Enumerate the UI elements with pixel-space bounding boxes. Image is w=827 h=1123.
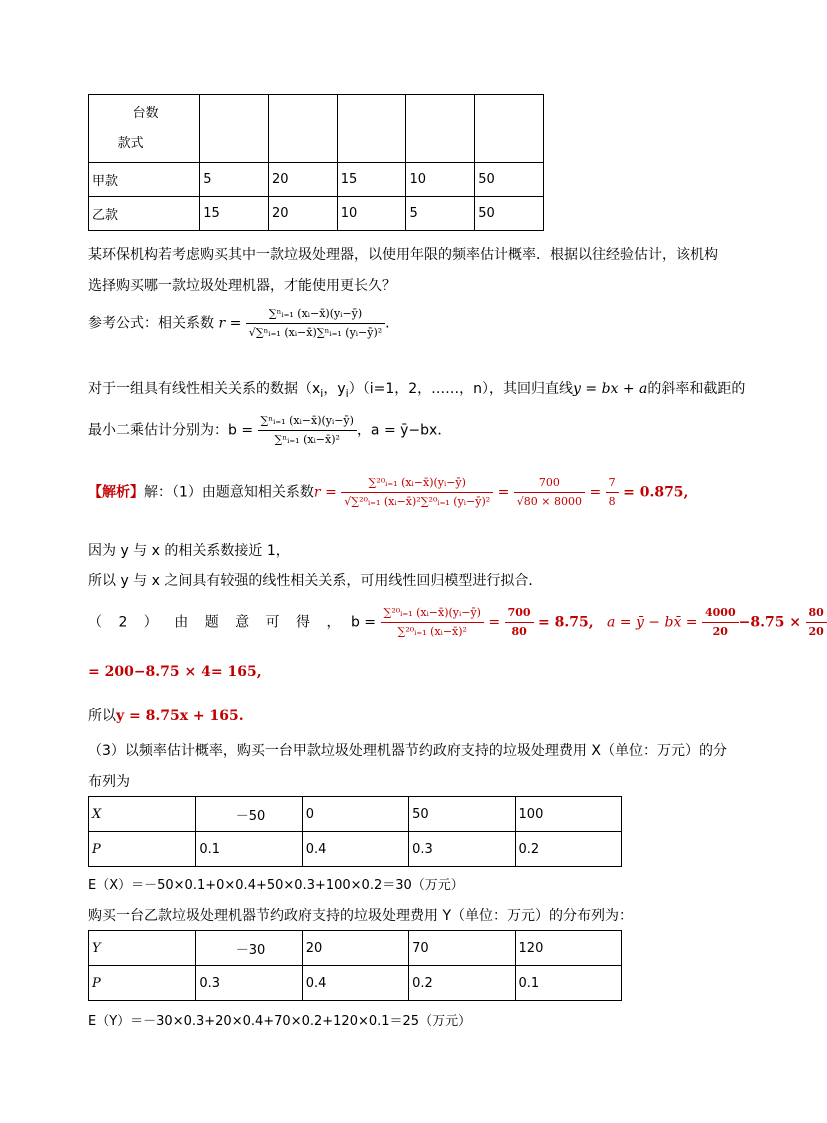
solution-part1: 【解析】解：（1）由题意知相关系数r = $\frac{\text{∑²⁰ᵢ₌₁ (xᵢ−x̄)(yᵢ−ȳ)}}{\text{√∑²⁰ᵢ₌₁ (xᵢ−x̄)²∑²⁰ᵢ₌₁ (yᵢ−ȳ)²}}$ = $\frac{700}{√80 \times 8000}$ = $\frac{7}{8}$ = 0.875, (88, 474, 688, 511)
regression-equation: 所以y = 8.75x + 165. (88, 708, 244, 724)
table-row: P 0.3 0.4 0.2 0.1 (89, 966, 622, 1001)
reference-formula: 参考公式：相关系数 r = $\frac{\text{∑ⁿᵢ₌₁ (xᵢ−x̄)(yᵢ−ȳ)}}{\text{√∑ⁿᵢ₌₁ (xᵢ−x̄)∑ⁿᵢ₌₁ (yᵢ−ȳ)²}}$ . (88, 305, 390, 342)
table-cell: 5 (406, 197, 475, 231)
table-cell (337, 95, 406, 163)
a-result-line: = 200−8.75 × 4= 165, (88, 664, 262, 680)
table-cell (200, 95, 269, 163)
table-cell: 10 (406, 163, 475, 197)
table-row: X －50 0 50 100 (89, 797, 622, 832)
table-row (89, 197, 544, 231)
row-label: 乙款 (89, 197, 200, 231)
table-cell: 20 (268, 197, 337, 231)
header-top: 台数 (132, 105, 159, 121)
b-fraction: $\frac{\text{∑ⁿᵢ₌₁ (xᵢ−x̄)(yᵢ−ȳ)}}{\text{∑ⁿᵢ₌₁ (xᵢ−x̄)²}}$ (258, 412, 357, 449)
table-cell (268, 95, 337, 163)
table-cell: 5 (200, 163, 269, 197)
expected-x: E（X）＝－50×0.1+0×0.4+50×0.3+100×0.2＝30（万元） (88, 878, 464, 893)
linear-relation-text: 对于一组具有线性相关关系的数据（$x_i$，$y_i)(i=1$，2，……，n），其回归直线y = bx + a的斜率和截距的 (88, 381, 746, 400)
distribution-table-x (88, 796, 622, 867)
table-row: P 0.1 0.4 0.3 0.2 (89, 832, 622, 867)
table-row (89, 163, 544, 197)
ref-label: 参考公式：相关系数 (88, 315, 214, 332)
table-cell: 20 (268, 163, 337, 197)
table-cell: 50 (475, 197, 544, 231)
part3-line-1: （3）以频率估计概率，购买一台甲款垃圾处理机器节约政府支持的垃圾处理费用 X（单位：万元）的分 (88, 743, 727, 759)
r-var: r (218, 315, 226, 332)
table-cell: 15 (337, 163, 406, 197)
correlation-fraction: $\frac{\text{∑ⁿᵢ₌₁ (xᵢ−x̄)(yᵢ−ȳ)}}{\text{√∑ⁿᵢ₌₁ (xᵢ−x̄)∑ⁿᵢ₌₁ (yᵢ−ȳ)²}}$ (246, 305, 385, 342)
table-cell: 50 (475, 163, 544, 197)
eq-sign: = (229, 315, 242, 332)
table-row: Y －30 20 70 120 (89, 931, 622, 966)
header-bottom: 款式 (117, 135, 144, 151)
usage-table (88, 94, 544, 231)
analysis-tag: 【解析】 (88, 484, 144, 501)
r-fraction: $\frac{\text{∑²⁰ᵢ₌₁ (xᵢ−x̄)(yᵢ−ȳ)}}{\text{√∑²⁰ᵢ₌₁ (xᵢ−x̄)²∑²⁰ᵢ₌₁ (yᵢ−ȳ)²}}$ (341, 474, 493, 511)
table-cell (406, 95, 475, 163)
problem-line-1: 某环保机构若考虑购买其中一款垃圾处理器，以使用年限的频率估计概率．根据以往经验估计，该机构 (88, 247, 718, 263)
table-cell: 10 (337, 197, 406, 231)
table-cell: 15 (200, 197, 269, 231)
part3-line-2: 布列为 (88, 774, 130, 790)
distribution-table-y (88, 930, 622, 1001)
fit-text: 所以 y 与 x 之间具有较强的线性相关关系，可用线性回归模型进行拟合． (88, 573, 543, 589)
least-squares-formula: 最小二乘估计分别为：b = $\frac{\text{∑ⁿᵢ₌₁ (xᵢ−x̄)(yᵢ−ȳ)}}{\text{∑ⁿᵢ₌₁ (xᵢ−x̄)²}}$ ，a = ȳ−bx． (88, 412, 451, 449)
close-correlation-text: 因为 y 与 x 的相关系数接近 1， (88, 543, 290, 559)
expected-y: E（Y）＝－30×0.3+20×0.4+70×0.2+120×0.1＝25（万元） (88, 1014, 472, 1029)
problem-line-2: 选择购买哪一款垃圾处理机器，才能使用更长久？ (88, 278, 396, 294)
row-label: 甲款 (89, 163, 200, 197)
table-cell (475, 95, 544, 163)
solution-part2: （ 2 ） 由 题 意 可 得 ， b = $\frac{\text{∑²⁰ᵢ₌₁ (xᵢ−x̄)(yᵢ−ȳ)}}{\text{∑²⁰ᵢ₌₁ (xᵢ−x̄)²}}$ = $\frac{700}{80}$ = 8.75, a = ȳ − bx̄ = $\frac{4000}{20}$ −8.75 × $\frac{80}{20}$ (88, 604, 827, 641)
regression-line-eq: y = bx + a (573, 381, 648, 397)
table-header-cell (89, 95, 200, 163)
part3-line-3: 购买一台乙款垃圾处理机器节约政府支持的垃圾处理费用 Y（单位：万元）的分布列为： (88, 908, 633, 924)
